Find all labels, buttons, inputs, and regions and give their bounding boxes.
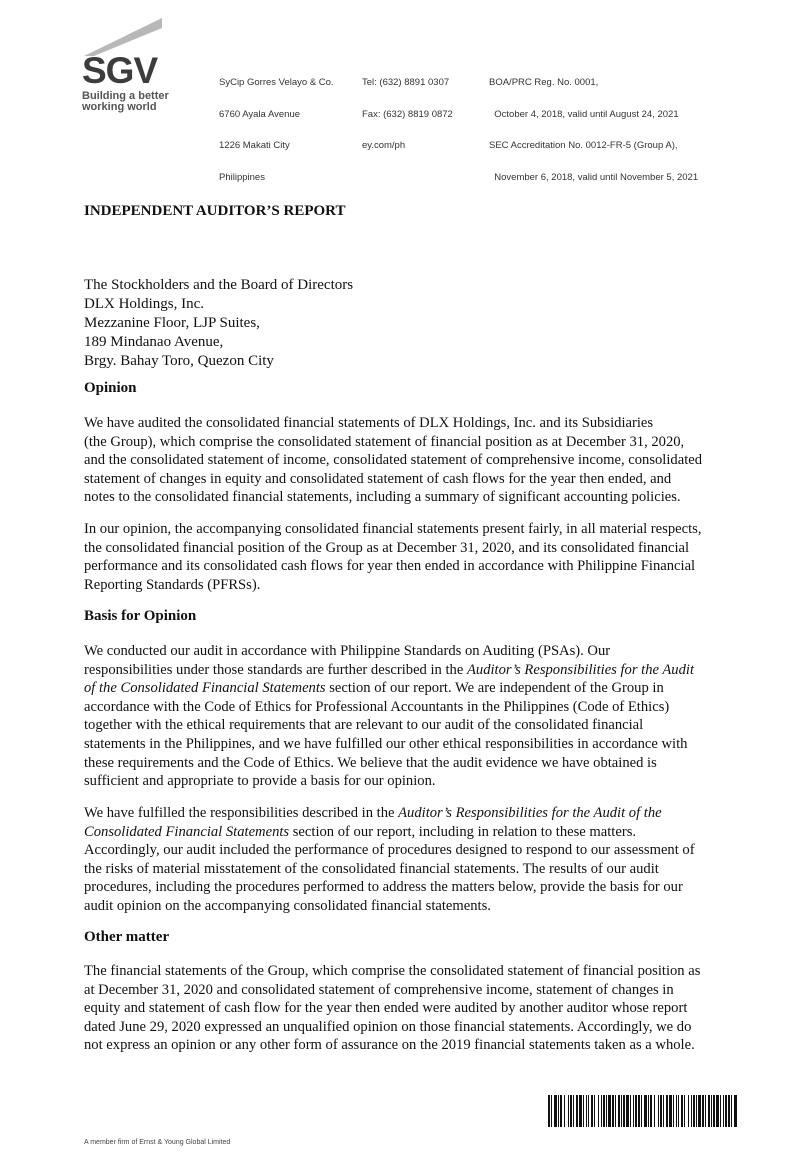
firm-registration-block: BOA/PRC Reg. No. 0001, October 4, 2018, valid until August 24, 2021 SEC Accreditation No. 0012-FR-5 (Group A), November 6, 2018, valid until November 5, 2021 [489, 77, 699, 183]
opinion-paragraph-2: In our opinion, the accompanying consolidated financial statements present fairly, in all material respects, the consolidated financial position of the Group as at December 31, 2020, and its consolidated financial performance and its consolidated cash flows for year then ended in accordance with Philippine Financial Reporting Standards (PFRSs). [84, 521, 702, 593]
basis-heading: Basis for Opinion [84, 608, 197, 624]
logo-tagline: Building a better working world [82, 90, 169, 113]
logo-text: SGV [82, 50, 158, 91]
other-matter-paragraph: The financial statements of the Group, which comprise the consolidated statement of financial position as at December 31, 2020 and consolidated statement of comprehensive income, statement of changes in equity and statement of cash flow for the year then ended were audited by another auditor whose report dated June 29, 2020 expressed an unqualified opinion on those financial statements. Accordingly, we do not express an opinion or any other form of assurance on the 2019 financial statements taken as a whole. [84, 963, 701, 1054]
sgv-logo [82, 18, 182, 113]
barcode-icon [548, 1095, 738, 1127]
basis-paragraph-1: We conducted our audit in accordance with Philippine Standards on Auditing (PSAs). Our responsibilities under those standards are further described in the Auditor’s Responsibilities for the Audit of the Consolidated Financial Statements section of our report. We are independent of the Group in accordance with the Code of Ethics for Professional Accountants in the Philippines (Code of Ethics) together with the ethical requirements that are relevant to our audit of the consolidated financial statements in the Philippines, and we have fulfilled our other ethical responsibilities in accordance with these requirements and the Code of Ethics. We believe that the audit evidence we have obtained is sufficient and appropriate to provide a basis for our opinion. [84, 643, 695, 790]
report-title: INDEPENDENT AUDITOR’S REPORT [84, 203, 346, 219]
opinion-paragraph-1: We have audited the consolidated financial statements of DLX Holdings, Inc. and its Subsidiaries (the Group), which comprise the consolidated statement of financial position as at December 31, 2020, and the consolidated statement of income, consolidated statement of comprehensive income, consolidated statement of changes in equity and consolidated statement of cash flows for the year then ended, and notes to the consolidated financial statements, including a summary of significant accounting policies. [84, 415, 703, 506]
addressee-block: The Stockholders and the Board of Directors DLX Holdings, Inc. Mezzanine Floor, LJP Suites, 189 Mindanao Avenue, Brgy. Bahay Toro, Quezon City [84, 277, 354, 369]
firm-contact-block: Tel: (632) 8891 0307 Fax: (632) 8819 0872 ey.com/ph [362, 77, 453, 151]
opinion-heading: Opinion [84, 380, 137, 396]
footer-note: A member firm of Ernst & Young Global Limited [84, 1139, 231, 1146]
basis-paragraph-2: We have fulfilled the responsibilities described in the Auditor’s Responsibilities for the Audit of the Consolidated Financial Statements section of our report, including in relation to these matters. Accordingly, our audit included the performance of procedures designed to respond to our assessment of the risks of material misstatement of the consolidated financial statements. The results of our audit procedures, including the procedures performed to address the matters below, provide the basis for our audit opinion on the accompanying consolidated financial statements. [84, 805, 695, 914]
firm-address-block: SyCip Gorres Velayo & Co. 6760 Ayala Avenue 1226 Makati City Philippines [219, 77, 334, 183]
other-matter-heading: Other matter [84, 929, 170, 945]
